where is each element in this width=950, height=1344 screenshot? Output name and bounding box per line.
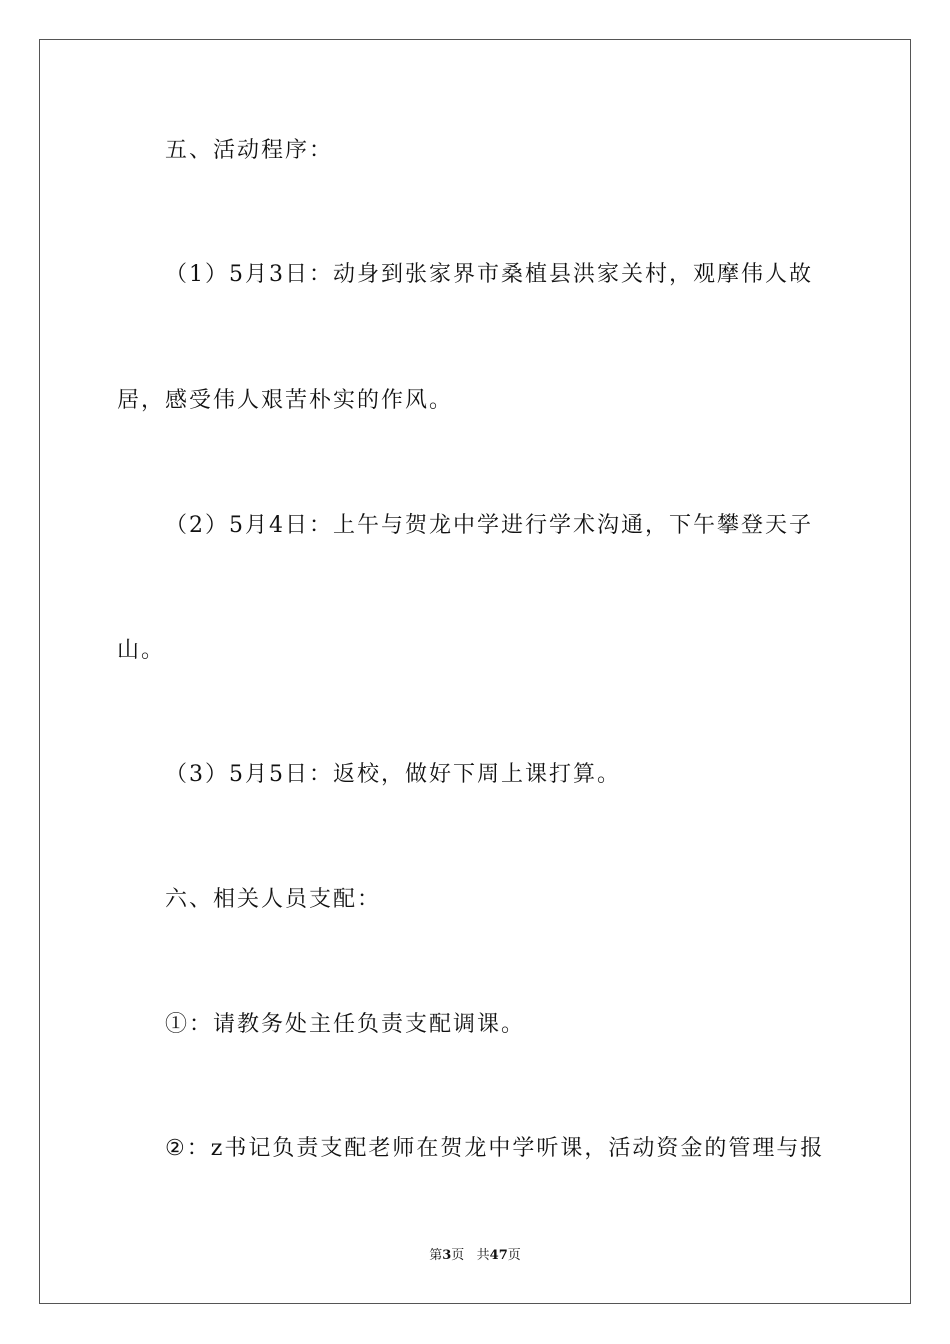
paragraph-line: （2）5月4日：上午与贺龙中学进行学术沟通，下午攀登天子	[165, 513, 813, 538]
page-footer	[0, 1247, 950, 1265]
paragraph-line: ②：z书记负责支配老师在贺龙中学听课，活动资金的管理与报	[165, 1136, 825, 1161]
paragraph-line: 山。	[117, 638, 166, 663]
paragraph-line: （3）5月5日：返校，做好下周上课打算。	[165, 762, 621, 787]
paragraph-line: 居，感受伟人艰苦朴实的作风。	[117, 388, 454, 413]
footer-page-number: 3	[442, 1248, 452, 1263]
footer-prefix: 第	[429, 1248, 443, 1263]
section-heading-procedure: 五、活动程序：	[165, 138, 334, 163]
page-border	[39, 39, 911, 1304]
footer-total-pages: 47	[489, 1248, 508, 1263]
section-heading-staff: 六、相关人员支配：	[165, 887, 382, 912]
footer-middle: 页 共	[451, 1248, 490, 1263]
paragraph-line: ①：请教务处主任负责支配调课。	[165, 1012, 526, 1037]
footer-suffix: 页	[507, 1248, 521, 1263]
paragraph-line: （1）5月3日：动身到张家界市桑植县洪家关村，观摩伟人故	[165, 262, 813, 287]
